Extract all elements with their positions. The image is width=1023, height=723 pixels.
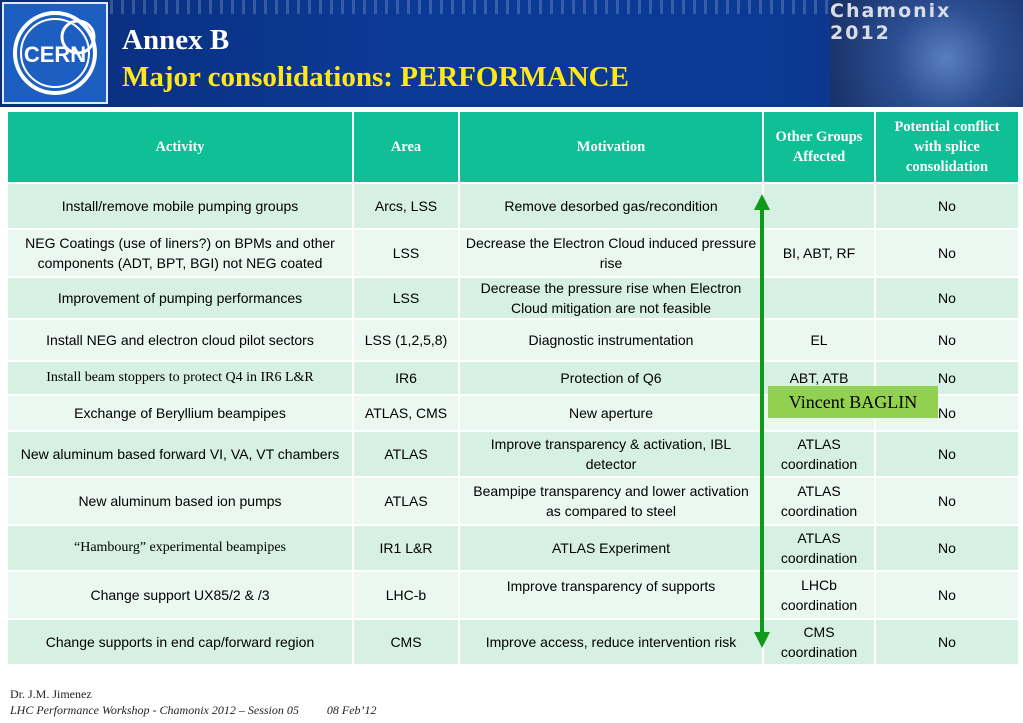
cern-logo-icon: [4, 4, 106, 102]
cell-conflict: No: [875, 619, 1019, 665]
cell-motivation: Improve transparency of supports: [459, 571, 763, 619]
cell-activity: New aluminum based forward VI, VA, VT chambers: [7, 431, 353, 477]
cell-conflict: No: [875, 183, 1019, 229]
cell-area: LSS: [353, 229, 459, 277]
cell-activity: Change supports in end cap/forward region: [7, 619, 353, 665]
cell-activity: Install/remove mobile pumping groups: [7, 183, 353, 229]
table-row: [7, 431, 1019, 477]
cell-activity: Exchange of Beryllium beampipes: [7, 395, 353, 431]
footer-event-line: [10, 702, 377, 718]
cell-groups: [763, 183, 875, 229]
cell-conflict: No: [875, 477, 1019, 525]
cell-activity: NEG Coatings (use of liners?) on BPMs and other components (ADT, BPT, BGI) not NEG coated: [7, 229, 353, 277]
cell-area: IR1 L&R: [353, 525, 459, 571]
cell-area: LHC-b: [353, 571, 459, 619]
cell-conflict: No: [875, 525, 1019, 571]
cell-motivation: Improve transparency & activation, IBL detector: [459, 431, 763, 477]
cell-motivation: Remove desorbed gas/recondition: [459, 183, 763, 229]
cell-groups: ABT, ATB: [763, 361, 875, 395]
chamonix-title: Chamonix 2012: [830, 0, 952, 44]
table-header-row: [7, 111, 1019, 183]
cell-conflict: No: [875, 319, 1019, 361]
cell-area: ATLAS: [353, 431, 459, 477]
cell-motivation: New aperture: [459, 395, 763, 431]
cell-motivation: Diagnostic instrumentation: [459, 319, 763, 361]
cell-motivation: Protection of Q6: [459, 361, 763, 395]
arrow-head-down-icon: [754, 632, 770, 648]
col-header-area: Area: [353, 111, 459, 183]
cell-groups: LHCb coordination: [763, 571, 875, 619]
cell-groups: EL: [763, 319, 875, 361]
slide-footer: [10, 686, 377, 718]
cell-activity: “Hambourg” experimental beampipes: [7, 525, 353, 571]
owner-label: Vincent BAGLIN: [768, 386, 938, 418]
cell-motivation: Beampipe transparency and lower activation as compared to steel: [459, 477, 763, 525]
cell-activity: New aluminum based ion pumps: [7, 477, 353, 525]
cell-groups: CMS coordination: [763, 619, 875, 665]
cell-area: ATLAS: [353, 477, 459, 525]
chamonix-banner: [830, 0, 1023, 107]
table-row: [7, 229, 1019, 277]
arrow-head-up-icon: [754, 194, 770, 210]
footer-author: Dr. J.M. Jimenez: [10, 687, 92, 701]
cell-area: CMS: [353, 619, 459, 665]
table-row: [7, 319, 1019, 361]
col-header-motivation: Motivation: [459, 111, 763, 183]
table-row: [7, 277, 1019, 319]
cell-groups: ATLAS coordination: [763, 477, 875, 525]
col-header-activity: Activity: [7, 111, 353, 183]
footer-date: 08 Feb’12: [326, 703, 377, 717]
table-row: [7, 619, 1019, 665]
cell-area: IR6: [353, 361, 459, 395]
table-row: [7, 571, 1019, 619]
responsibility-arrow: [750, 190, 774, 652]
cell-groups: ATLAS coordination: [763, 431, 875, 477]
table-row: [7, 525, 1019, 571]
cell-motivation: Decrease the Electron Cloud induced pressure rise: [459, 229, 763, 277]
table-row: [7, 477, 1019, 525]
slide-header: [0, 0, 1023, 107]
cell-motivation: Decrease the pressure rise when Electron Cloud mitigation are not feasible: [459, 277, 763, 319]
slide-title-line1: Annex B: [122, 24, 230, 56]
cell-motivation: ATLAS Experiment: [459, 525, 763, 571]
cell-activity: Install NEG and electron cloud pilot sectors: [7, 319, 353, 361]
cell-activity: Change support UX85/2 & /3: [7, 571, 353, 619]
cell-groups: [763, 277, 875, 319]
slide-title-line2: Major consolidations: PERFORMANCE: [122, 61, 629, 93]
cell-area: Arcs, LSS: [353, 183, 459, 229]
cell-groups: ATLAS coordination: [763, 525, 875, 571]
logo-text: CERN: [23, 42, 87, 67]
cern-logo: [2, 2, 108, 104]
cell-conflict: No: [875, 229, 1019, 277]
cell-motivation: Improve access, reduce intervention risk: [459, 619, 763, 665]
header-pattern: [110, 0, 830, 14]
cell-area: LSS (1,2,5,8): [353, 319, 459, 361]
cell-groups: BI, ABT, RF: [763, 229, 875, 277]
cell-area: LSS: [353, 277, 459, 319]
col-header-groups: Other Groups Affected: [763, 111, 875, 183]
cell-activity: Install beam stoppers to protect Q4 in IR6 L&R: [7, 361, 353, 395]
cell-activity: Improvement of pumping performances: [7, 277, 353, 319]
cell-conflict: No: [875, 361, 1019, 395]
footer-event: LHC Performance Workshop - Chamonix 2012 – Session 05: [10, 703, 299, 717]
cell-area: ATLAS, CMS: [353, 395, 459, 431]
table-row: [7, 183, 1019, 229]
col-header-conflict: Potential conflict with splice consolidation: [875, 111, 1019, 183]
cell-conflict: No: [875, 571, 1019, 619]
cell-conflict: No: [875, 277, 1019, 319]
cell-conflict: No: [875, 431, 1019, 477]
cell-conflict: No: [875, 395, 1019, 431]
